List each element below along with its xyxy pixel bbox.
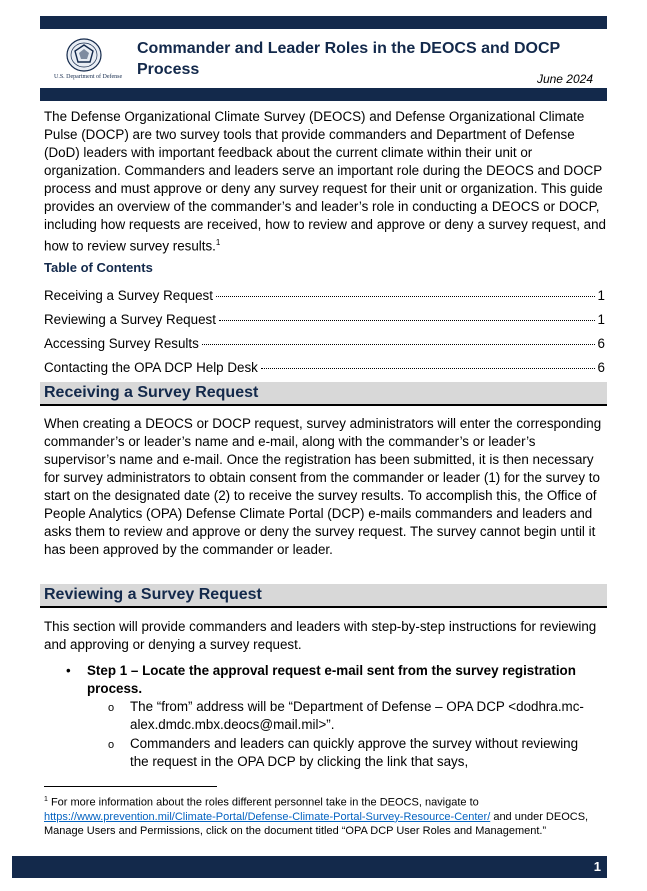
- header-rule: [40, 88, 607, 101]
- section-heading-text: Reviewing a Survey Request: [44, 586, 262, 603]
- toc-entry-receiving[interactable]: [44, 288, 605, 304]
- footnote-number: 1: [44, 796, 48, 803]
- reviewing-paragraph: This section will provide commanders and leaders with step-by-step instructions for reviewing and approving or denying a survey request.: [44, 619, 597, 652]
- sub-bullet-icon: o: [108, 702, 115, 714]
- page-number: 1: [593, 859, 601, 874]
- toc-leader-dots: [202, 344, 595, 345]
- section-heading-receiving: [40, 382, 607, 406]
- footnote: [44, 793, 604, 838]
- document-title: Commander and Leader Roles in the DEOCS and DOCP Process: [137, 40, 560, 78]
- toc-entry-page: 1: [597, 312, 605, 327]
- footer-bar: [12, 856, 607, 878]
- seal-caption: U.S. Department of Defense: [54, 74, 123, 80]
- sub-bullet-icon: o: [108, 739, 115, 751]
- receiving-paragraph: When creating a DEOCS or DOCP request, survey administrators will enter the corresponding commander’s or leader’s name and e-mail, along with the commander’s or leader’s supervisor’s name and e-mail. Once the registration has been submitted, it is then necessary for survey administrators to obtain consent from the commander or leader (1) for the survey to start on the designated date (2) to receive the survey results. To accomplish this, the Office of People Analytics (OPA) Defense Climate Portal (DCP) e-mails commanders and leaders and asks them to review and approve or deny the survey request. The survey cannot begin until it has been approved by the commander or leader.: [44, 416, 602, 557]
- toc-leader-dots: [261, 368, 595, 369]
- toc-entry-label: Reviewing a Survey Request: [44, 312, 216, 327]
- toc-entry-label: Receiving a Survey Request: [44, 288, 213, 303]
- document-header: [40, 29, 607, 88]
- toc-entry-accessing[interactable]: [44, 336, 605, 352]
- bullet-icon: •: [66, 663, 71, 678]
- toc-entry-page: 6: [597, 360, 605, 375]
- toc-entry-contacting[interactable]: [44, 360, 605, 376]
- step-1-subitem: The “from” address will be “Department of Defense – OPA DCP <dodhra.mc-alex.dmdc.mbx.deocs@mail.mil>”.: [130, 699, 584, 732]
- step-1-heading: Step 1 – Locate the approval request e-mail sent from the survey registration process.: [87, 663, 576, 696]
- section-heading-reviewing: [40, 584, 607, 608]
- document-date: June 2024: [536, 72, 593, 86]
- footnote-reference[interactable]: 1: [215, 238, 221, 247]
- intro-text: The Defense Organizational Climate Survey (DEOCS) and Defense Organizational Climate Pulse (DOCP) are two survey tools that provide commanders and Department of Defense (DoD) leaders with important feedback about the current climate within their unit or organization. Commanders and leaders serve an important role during the DEOCS and DOCP process and must approve or deny any survey request for their unit or organization. This guide provides an overview of the commander’s and leader’s role in conducting a DEOCS or DOCP, including how requests are received, how to review and approve or deny a survey request, and how to review survey results.: [44, 109, 606, 254]
- toc-entry-label: Contacting the OPA DCP Help Desk: [44, 360, 258, 375]
- footnote-separator: [44, 786, 217, 787]
- dod-seal-icon: [58, 37, 110, 73]
- step-1-subitem: Commanders and leaders can quickly approve the survey without reviewing the request in the OPA DCP by clicking the link that says,: [130, 736, 579, 769]
- toc-entry-page: 6: [597, 336, 605, 351]
- toc-leader-dots: [219, 320, 595, 321]
- top-banner: [40, 16, 607, 29]
- toc-entry-page: 1: [597, 288, 605, 303]
- toc-leader-dots: [216, 296, 595, 297]
- intro-paragraph: [44, 108, 609, 255]
- footnote-text-before: For more information about the roles different personnel take in the DEOCS, navigate to: [47, 796, 479, 809]
- section-heading-text: Receiving a Survey Request: [44, 384, 259, 401]
- toc-title: Table of Contents: [44, 260, 153, 275]
- toc-entry-reviewing[interactable]: [44, 312, 605, 328]
- footnote-text-after: and under DEOCS, Manage Users and Permissions, click on the document titled “OPA DCP User Roles and Management.”: [44, 810, 589, 837]
- toc-entry-label: Accessing Survey Results: [44, 336, 199, 351]
- resource-center-link[interactable]: https://www.prevention.mil/Climate-Portal/Defense-Climate-Portal-Survey-Resource-Center/: [44, 810, 491, 823]
